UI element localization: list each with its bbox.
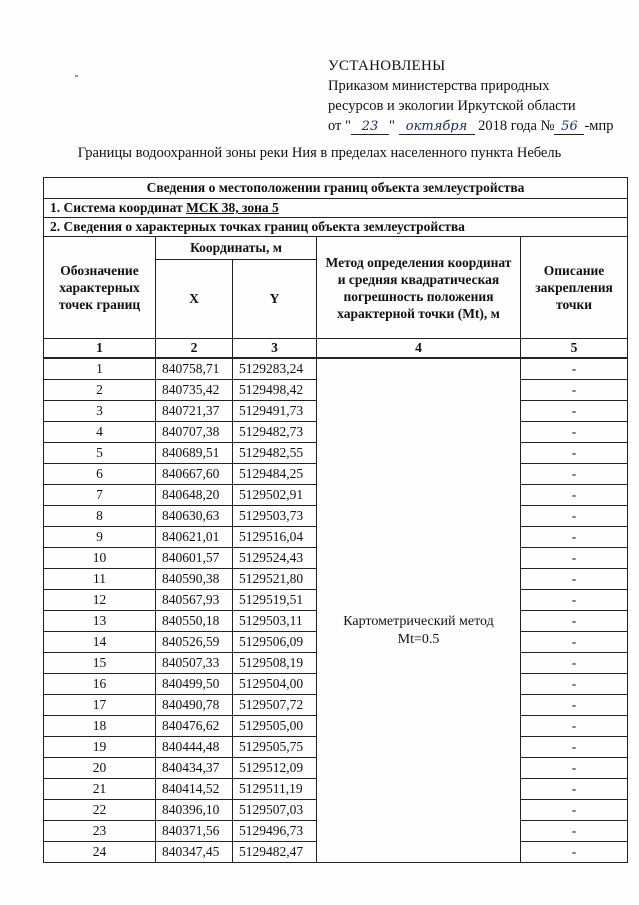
point-number: 19: [44, 737, 156, 758]
point-y: 5129508,19: [233, 653, 317, 674]
point-number: 23: [44, 821, 156, 842]
point-y: 5129511,19: [233, 779, 317, 800]
point-x: 840550,18: [156, 611, 233, 632]
point-description: -: [521, 821, 628, 842]
point-number: 20: [44, 758, 156, 779]
point-description: -: [521, 842, 628, 863]
order-suffix: -мпр: [584, 118, 614, 134]
boundary-points-table: [43, 177, 628, 863]
method-value-line-2: Mt=0.5: [397, 631, 440, 647]
point-number: 13: [44, 611, 156, 632]
header-y: Y: [233, 260, 317, 339]
point-description: -: [521, 527, 628, 548]
point-y: 5129504,00: [233, 674, 317, 695]
point-description: -: [521, 569, 628, 590]
order-line: [328, 116, 628, 136]
header-method: Метод определения координат и средняя квадратическая погрешность положения характерной точки (Mt), м: [317, 237, 521, 339]
order-number: 56: [554, 120, 584, 135]
point-x: 840526,59: [156, 632, 233, 653]
point-x: 840444,48: [156, 737, 233, 758]
point-description: -: [521, 632, 628, 653]
point-y: 5129505,75: [233, 737, 317, 758]
point-x: 840499,50: [156, 674, 233, 695]
point-number: 2: [44, 380, 156, 401]
point-number: 22: [44, 800, 156, 821]
point-description: -: [521, 611, 628, 632]
point-y: 5129496,73: [233, 821, 317, 842]
section-title-row: [44, 178, 628, 199]
points-title: 2. Сведения о характерных точках границ объекта землеустройства: [44, 218, 628, 237]
point-x: 840707,38: [156, 422, 233, 443]
point-number: 8: [44, 506, 156, 527]
point-x: 840621,01: [156, 527, 233, 548]
point-x: 840590,38: [156, 569, 233, 590]
point-y: 5129512,09: [233, 758, 317, 779]
point-y: 5129482,47: [233, 842, 317, 863]
point-y: 5129503,11: [233, 611, 317, 632]
point-description: -: [521, 674, 628, 695]
approval-line-1: Приказом министерства природных: [328, 78, 550, 94]
method-value-line-1: Картометрический метод: [343, 613, 494, 629]
column-number: 5: [521, 339, 628, 359]
point-x: 840758,71: [156, 358, 233, 380]
header-row-1: [44, 237, 628, 260]
point-description: -: [521, 737, 628, 758]
point-x: 840347,45: [156, 842, 233, 863]
point-y: 5129498,42: [233, 380, 317, 401]
point-y: 5129502,91: [233, 485, 317, 506]
point-number: 24: [44, 842, 156, 863]
point-number: 12: [44, 590, 156, 611]
point-y: 5129507,72: [233, 695, 317, 716]
point-x: 840434,37: [156, 758, 233, 779]
point-number: 6: [44, 464, 156, 485]
point-description: -: [521, 758, 628, 779]
point-y: 5129506,09: [233, 632, 317, 653]
column-number: 2: [156, 339, 233, 359]
header-coordinates: Координаты, м: [156, 237, 317, 260]
point-y: 5129516,04: [233, 527, 317, 548]
point-description: -: [521, 401, 628, 422]
order-month: октября: [399, 120, 475, 135]
point-x: 840735,42: [156, 380, 233, 401]
point-number: 5: [44, 443, 156, 464]
point-number: 1: [44, 358, 156, 380]
point-x: 840721,37: [156, 401, 233, 422]
scan-speck: [75, 75, 78, 77]
point-number: 18: [44, 716, 156, 737]
approval-line-2: ресурсов и экологии Иркутской области: [328, 98, 576, 114]
point-number: 11: [44, 569, 156, 590]
point-number: 7: [44, 485, 156, 506]
order-prefix: от: [328, 118, 342, 134]
point-x: 840507,33: [156, 653, 233, 674]
point-description: -: [521, 485, 628, 506]
point-x: 840396,10: [156, 800, 233, 821]
header-x: X: [156, 260, 233, 339]
point-x: 840689,51: [156, 443, 233, 464]
point-number: 9: [44, 527, 156, 548]
document-heading: Границы водоохранной зоны реки Ния в пределах населенного пункта Небель: [77, 145, 562, 161]
point-description: -: [521, 422, 628, 443]
point-x: 840371,56: [156, 821, 233, 842]
point-number: 14: [44, 632, 156, 653]
column-number: 3: [233, 339, 317, 359]
point-x: 840667,60: [156, 464, 233, 485]
point-description: -: [521, 464, 628, 485]
point-number: 21: [44, 779, 156, 800]
point-x: 840630,63: [156, 506, 233, 527]
coordinate-system-row: [44, 199, 628, 218]
point-number: 3: [44, 401, 156, 422]
point-y: 5129484,25: [233, 464, 317, 485]
header-designation: Обозначение характерных точек границ: [44, 237, 156, 339]
point-y: 5129482,55: [233, 443, 317, 464]
point-number: 16: [44, 674, 156, 695]
point-y: 5129507,03: [233, 800, 317, 821]
points-title-row: [44, 218, 628, 237]
point-description: -: [521, 653, 628, 674]
point-y: 5129505,00: [233, 716, 317, 737]
point-number: 15: [44, 653, 156, 674]
point-y: 5129521,80: [233, 569, 317, 590]
point-description: -: [521, 716, 628, 737]
point-y: 5129524,43: [233, 548, 317, 569]
point-number: 4: [44, 422, 156, 443]
coordinate-system-value: МСК 38, зона 5: [186, 200, 279, 215]
coordinate-system: [44, 199, 628, 218]
point-y: 5129283,24: [233, 358, 317, 380]
point-number: 10: [44, 548, 156, 569]
point-y: 5129503,73: [233, 506, 317, 527]
point-x: 840476,62: [156, 716, 233, 737]
point-y: 5129491,73: [233, 401, 317, 422]
point-description: -: [521, 358, 628, 380]
point-description: -: [521, 548, 628, 569]
point-description: -: [521, 380, 628, 401]
point-x: 840490,78: [156, 695, 233, 716]
point-description: -: [521, 695, 628, 716]
quote-open: ": [345, 118, 351, 134]
approval-title: УСТАНОВЛЕНЫ: [328, 58, 446, 74]
order-year-text: 2018 года №: [478, 118, 555, 134]
point-x: 840414,52: [156, 779, 233, 800]
point-y: 5129482,73: [233, 422, 317, 443]
table-row: [44, 358, 628, 380]
section-title: Сведения о местоположении границ объекта землеустройства: [44, 178, 628, 199]
order-day: 23: [351, 120, 389, 135]
quote-close: ": [388, 118, 395, 134]
point-x: 840567,93: [156, 590, 233, 611]
method-value: [317, 358, 521, 863]
approval-block: [328, 56, 628, 136]
column-numbers-row: [44, 339, 628, 359]
point-x: 840601,57: [156, 548, 233, 569]
coordinate-system-prefix: 1. Система координат: [50, 200, 187, 215]
point-description: -: [521, 590, 628, 611]
point-description: -: [521, 443, 628, 464]
point-number: 17: [44, 695, 156, 716]
header-description: Описание закрепления точки: [521, 237, 628, 339]
point-description: -: [521, 779, 628, 800]
point-x: 840648,20: [156, 485, 233, 506]
point-description: -: [521, 506, 628, 527]
point-description: -: [521, 800, 628, 821]
point-y: 5129519,51: [233, 590, 317, 611]
column-number: 1: [44, 339, 156, 359]
column-number: 4: [317, 339, 521, 359]
